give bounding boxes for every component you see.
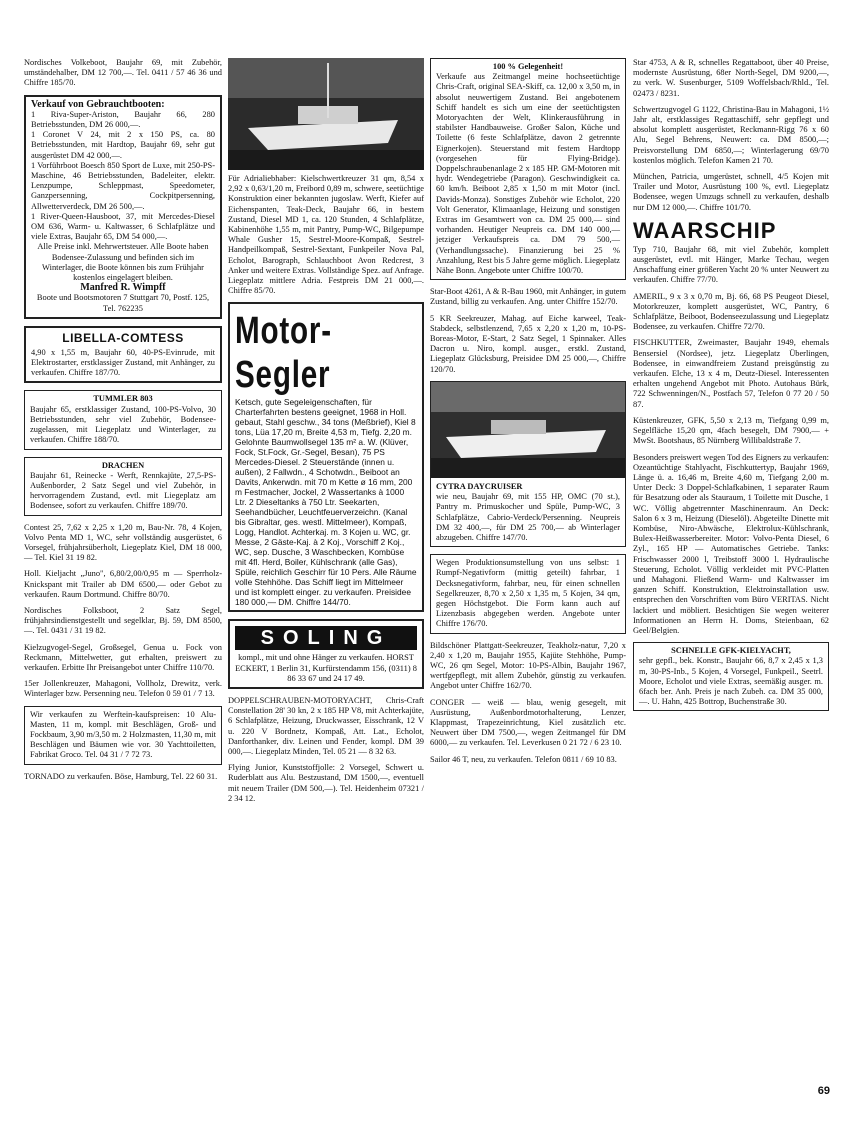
soling-text: kompl., mit und ohne Hänger zu verkaufen. HORST ECKERT, 1 Berlin 31, Kurfürstendamm 156, (0311) 8 86 33 67 und 24 17 49. bbox=[235, 653, 417, 683]
ad-box-tummler bbox=[24, 390, 222, 449]
gfk-title: SCHNELLE GFK-KIELYACHT, bbox=[671, 646, 791, 656]
column-4 bbox=[633, 58, 829, 718]
column-1 bbox=[24, 58, 222, 788]
ad-ameril: AMERIL, 9 x 3 x 0,70 m, Bj. 66, 68 PS Peugeot Diesel, Motorkreuzer, komplett ausgerüstet, WC, Pantry, 6 Schlafplätze, Beiboot, Bodenseezulassung und Liegeplatz Bodensee, zu verkaufen. Chiffre 72/70. bbox=[633, 291, 829, 332]
ad-kielzugvogel: Kielzugvogel-Segel, Großsegel, Genua u. Fock von Reckmann, Mittelwetter, gut erhalten, preiswert zu verkaufen. Erbitte Ihr Preisangebot unter Chiffre 110/70. bbox=[24, 642, 222, 672]
box-item: 1 River-Queen-Hausboot, 37, mit Mercedes-Diesel OM 636, Warm- u. Kaltwasser, 6 Schlafplätze und viele Extras, Baujahr 65, DM 54 000,—. bbox=[31, 211, 215, 242]
ad-box-gfk bbox=[633, 642, 829, 711]
ad-box-soling bbox=[228, 619, 424, 689]
ad-kr-seekreuzer: 5 KR Seekreuzer, Mahag. auf Eiche karweel, Teak-Stabdeck, selbstlenzend, 7,65 x 2,20 x 1,20 m, 10-PS-Boreas-Motor, E-Start, 2 Satz Segel, 1 Spinnaker. Alles Dacron u. Niro, kompl. ausger., erstkl. Zustand, Liegeplatz Glücksburg, Preisidee DM 25 000,—, Chiffre 120/70. bbox=[430, 313, 626, 374]
tummler-title: TUMMLER 803 bbox=[93, 394, 153, 404]
ad-box-drachen bbox=[24, 457, 222, 516]
ad-box-gebrauchtboote bbox=[24, 95, 222, 319]
drachen-title: DRACHEN bbox=[101, 460, 145, 470]
segler-title: Segler bbox=[235, 354, 331, 397]
ad-waarschip: Typ 710, Baujahr 68, mit viel Zubehör, komplett ausgerüstet, evtl. mit Hänger, Marke Techau, wegen Anschaffung einer größeren Yacht 20 % unter Neuwert zu verkaufen. Chiffre 77/70. bbox=[633, 244, 829, 285]
ad-star: Star 4753, A & R, schnelles Regattaboot, über 40 Preise, modernste Ausrüstung, 68er North-Segel, DM 9200,—, zu verk. W. Susenburger, 5109 Woffelsbach/Rhld., Tel. 02473 / 8231. bbox=[633, 58, 829, 98]
boat-photo-cytra bbox=[431, 382, 625, 478]
libella-title: LIBELLA-COMTESS bbox=[62, 330, 184, 345]
box-name: Manfred R. Wimpff bbox=[80, 282, 166, 294]
box-title: Verkauf von Gebrauchtbooten: bbox=[31, 98, 165, 110]
ad-schwertzugvogel: Schwertzugvogel G 1122, Christina-Bau in Mahagoni, 1½ Jahr alt, erstklassiges Regattaschiff, sehr gepflegt und absolut komplett ausgerüstet, Reckmann-Rigg 76 x 60 Alu, Segel Behrens, Neuwert: ca. DM 8500,—; Preisvorstellung DM 6850,—; Winterlagerung 69/70 kostenlos möglich. Telefon Kamen 21 70. bbox=[633, 104, 829, 165]
ad-plattgatt: Bildschöner Plattgatt-Seekreuzer, Teakholz-natur, 7,20 x 2,40 x 1,20 m, Baujahr 1955, Kajüte Stehhöhe, Pump-WC, 26 qm Segel, Motor: 10-PS-Albin, Baujahr 1967, wertfgepflegt, mit allem Zubehör, günstig zu verkaufen. Angebot unter Chiffre 162/70. bbox=[430, 640, 626, 691]
werft-text: Wir verkaufen zu Werftein-kaufspreisen: 10 Alu-Masten, 11 m, kompl. mit Beschlägen, Groß- und Fockbaum, 3,90 m/3,50 m. 2 Holzmasten, 11,30 m, mit Beschlägen und Bäumen wie vor. 30 Yachttoiletten, Fabrikat Groco. Tel. 04 31 / 7 72 73. bbox=[30, 709, 216, 760]
motor-title: Motor- bbox=[235, 310, 332, 353]
gelegenheit-title: 100 % Gelegenheit! bbox=[492, 62, 564, 71]
ad-jollenkreuzer: 15er Jollenkreuzer, Mahagoni, Vollholz, Drewitz, verk. Winterlager bzw. Persenning neu. Telefon 0 59 01 / 7 13. bbox=[24, 679, 222, 699]
cytra-title: CYTRA DAYCRUISER bbox=[436, 481, 523, 491]
ad-starboot: Star-Boot 4261, A & R-Bau 1960, mit Anhänger, in gutem Zustand, billig zu verkaufen. Ang. unter Chiffre 152/70. bbox=[430, 287, 626, 307]
ad-adria: Für Adrialiebhaber: Kielschwertkreuzer 31 qm, 8,54 x 2,92 x 0,63/1,20 m, Freibord 0,89 m, schwere, seetüchtige Konstruktion einer bekannten jugoslaw. Werft, Kiefer auf Eichenspanten, Teak-Deck, Baujahr 66, in bestem Zustand, Diesel MD 1, ca. 120 Stunden, 4 Schlafplätze, Kabinenhöhe 1,55 m, mit Pantry, Pump-WC, Bilgepumpe Whale Gusher 15, Sestrel-Moore-Kompaß, Sestrel-Handpeilkompaß, Sestrel-Sextant, Funkpeiler Nova Pal, Echolot, Barograph, Schlauchboot Avon Redcrest, 3 Anker und weitere Extras. Vollständige Spez. auf Anfrage. Liegeplatz mittlere Adria. Festpreis DM 21 000,—. Chiffre 85/70. bbox=[228, 174, 424, 296]
produktion-text: Wegen Produktionsumstellung von uns selbst: 1 Rumpf-Negativform (mittig geteilt) fahrbar, 1 Decksnegativform, fahrbar, neu, für einen schnellen Segelkreuzer, 8,70 x 2,50 x 1,35 m, 5 Kojen, 34 qm, gegen Höchstgebot. Die Form kann auch auf Lizenzbasis abgegeben werden. Angebote unter Chiffre 176/70. bbox=[436, 558, 620, 629]
ad-stahlyacht: Besonders preiswert wegen Tod des Eigners zu verkaufen: Ozeantüchtige Stahlyacht, Fischkuttertyp, Baujahr 1969, Länge ü. a. 16,46 m, Breite 4,60 m, Tiefgang 2,00 m. Unter Deck: 3 Doppel-Schlafkabinen, 1 separater Raum für Besatzung oder als Stauraum, 1 Toilette mit Dusche, 1 WC. Völlig abgetrennter Maschinenraum. An Deck: Salon 6 x 3 m, Heizung (Dieselöl). Abgeteilte Dinette mit Kombüse, Niro-Abwäsche, Elektrolux-Kühlschrank, Bulex-Heißwasserbereiter. Motor: Volvo-Penta Diesel, 6 Zyl., 165 HP — Automatisches Getriebe. Tanks: Frischwasser 2000 l, Treibstoff 3000 l. Hydraulische Steuerung, Echolot. Völlig verkleidet mit PVC-Platten und Mahagoni. Fließend Warm- und Kaltwasser im ganzen Schiff. Konstruktion, Elektroinstallation usw. entsprechen den Vorschriften vom Büro VERITAS. Nicht lackiert und möbliert. Besichtigen Sie wegen weiterer Informationen an Herrn H. Doms, Steienbaan, 62 Geel/Belgien. bbox=[633, 452, 829, 635]
gelegenheit-text: Verkaufe aus Zeitmangel meine hochseetüchtige Chris-Craft, original SEA-Skiff, ca. 12,00 x 3,50 m, in absolut neuwertigem Zustand. Bei angebotenem Schiff handelt es sich um eine der seetüchtigsten Motoryachten der Welt, Klinkerausführung in stabilster Handbauweise. Großer Salon, Küche und Toilette (6 feste Schlafplätze, davon 2 getrennte Eignerkojen). Steuerstand mit festem Hardtopp (vorgesehen für Flying-Bridge). Doppelschraubenanlage 2 x 185 HP. GM-Motoren mit hydr. Wendegetriebe (Paragon). Geschwindigkeit ca. 60 km/h. Beiboot 2,85 x 1,50 m mit Motor (incl. Davids-Monza). Sonstiges Zubehör wie Echolot, 220 Volt Generator, Klimaanlage, Heizung und sonstigen Extras im Gesamtwert von ca. DM 25 000,— sind vorhanden. Heutiger Neupreis ca. DM 140 000,— jetziger Verkaufspreis ca. DM 79 500,— (Verhandlungssache). Finanzierung bei 25 % Anzahlung, Rest bis 5 Jahre gerne möglich. Liegeplatz Nähe Bonn. Angebote unter Chiffre 100/70. bbox=[436, 72, 620, 276]
ad-muenchen: München, Patricia, umgerüstet, schnell, 4/5 Kojen mit Trailer und Motor, Ausrüstung 100 %, evtl. Liegeplatz Bodensee, wegen Umzugs schnell zu verkaufen, deshalb nur DM 12 000,—. Chiffre 101/70. bbox=[633, 172, 829, 212]
column-3 bbox=[430, 58, 626, 771]
drachen-text: Baujahr 61, Reinecke - Werft, Rennkajüte, 27,5-PS-Außenborder, 2 Satz Segel und viel Zubehör, in hervorragendem Zustand, evtl. mit Liegeplatz am Bodensee, sofort zu verkaufen. Chiffre 189/70. bbox=[30, 470, 216, 511]
ad-juno: Holl. Kieljacht „Juno", 6,80/2,00/0,95 m — Sperrholz-Knickspant mit Trailer ab DM 6500,— oder Gebot zu verkaufen. Raum Dortmund. Chiffre 80/70. bbox=[24, 569, 222, 599]
libella-text: 4,90 x 1,55 m, Baujahr 60, 40-PS-Evinrude, mit Elektrostarter, erstklassiger Zustand, mit Anhänger, zu verkaufen. Chiffre 187/70. bbox=[31, 347, 215, 378]
ad-box-gelegenheit bbox=[430, 58, 626, 280]
ad-contest: Contest 25, 7,62 x 2,25 x 1,20 m, Bau-Nr. 78, 4 Kojen, Volvo Penta MD 1, WC, sehr vollständig ausgerüstet, 6 Vorsegel, frühjahrsüberholt, Liegeplatz Kiel, DM 18 000,— Tel. Kiel 31 19 82. bbox=[24, 522, 222, 563]
box-address: Boote und Bootsmotoren 7 Stuttgart 70, Postf. 125, Tel. 762235 bbox=[36, 293, 210, 313]
ad-conger: CONGER — weiß — blau, wenig gesegelt, mit Ausrüstung, Außenbordmotorhalterung, Lenzer, Klappmast, Trapezeinrichtung, Kiel zusätzlich etc. Neuwert über DM 7500,—, wegen Zeitmangel für DM 6000,— zu verkaufen. Tel. Leverkusen 0 21 72 / 6 23 10. bbox=[430, 697, 626, 748]
motorsegler-text: Ketsch, gute Segeleigenschaften, für Charterfahrten bestens geeignet, 1968 in Holl. gebaut, Stahl geschw., 34 tons (Meßbrief), Kiel 8 tons, Lüa 17,20 m, Breite 4,53 m, Tiefg. 2,20 m. Gelohnte Baumwollsegel 135 m² a. W. (Klüver, Fock, St.Fock, Gr.-Segel, Besan), 75 PS Mercedes-Diesel. 2 Steuerstände (innen u. außen), 2 Fallwdn., 4 Schotwdn., Beiboot an Davits, Ankerwdn. mit 70 m Kette ø 16 mm, 200 m Festmacher, Jockel, 2 Wassertanks à 1000 Ltr. 2 Dieseltanks à 750 Ltr. Seekarten, Seehandbücher, Leuchtfeuerverzeichn. (Kanal bis Gibraltar, ges. westl. Mittelmeer), Kompaß, Logg, Handlot. Achterkaj. m. 3 Kojen u. WC, gr. Messe, 2 Gäste-Kaj. à 2 Koj., Vorschiff 2 Koj., WC, sep. Dusche, 3 Waschbecken, Kombüse mit 4fl. Herd, Boiler, Kühlschrank (alle Gas), Spüle, reichlich Geschirr für 10 Pers. Alle Räume volle Stehhöhe. Das Schiff liegt im Mittelmeer und ist komplett einger. zu verkaufen. Preisidee 180 000,— DM. Chiffre 144/70. bbox=[235, 397, 417, 608]
ad-box-cytra bbox=[430, 381, 626, 547]
ad-box-motorsegler bbox=[228, 302, 424, 612]
page-number: 69 bbox=[817, 1085, 830, 1097]
waarschip-title: WAARSCHIP bbox=[633, 217, 777, 243]
ad-box-libella bbox=[24, 326, 222, 384]
soling-title: SOLING bbox=[235, 626, 417, 650]
boat-photo-adria bbox=[228, 58, 424, 170]
cytra-text: wie neu, Baujahr 69, mit 155 HP, OMC (70 st.), Pantry m. Primuskocher und Spüle, Pump-WC, 3 Schlafplätze, Cabrio-Verdeck/Persenning. Neupreis DM 32 400,—, für DM 25 700,— ab Winterlager abzugeben. Chiffre 147/70. bbox=[436, 492, 620, 542]
gfk-text: sehr gepfl., bek. Konstr., Baujahr 66, 8,7 x 2,45 x 1,3 m, 30-PS-Inb., 5 Kojen, 4 Vorsegel, Funkpeil., Seetrl. Moore, Echolot und viele Extras, seemäßig ausger. m. 6fach ber. Anh. Preis je nach Zubeh. ca. DM 35 000,—. U. Hahn, 425 Bottrop, Buchenstraße 30. bbox=[639, 656, 823, 707]
ad-fischkutter: FISCHKUTTER, Zweimaster, Baujahr 1949, ehemals Bensersiel (Nordsee), jetz. Liegeplatz Überlingen, Bodensee, in einwandfreiem Zustand preisgünstig zu verkaufen. Elche, 13 x 4 m, Deutz-Diesel. Interessenten erhalten ungehend Angebot mit Photo. Autohaus Bürk, 722 Schwenningen/N., Postfach 57, Telefon 0 77 20 / 50 87. bbox=[633, 338, 829, 409]
box-item: 1 Riva-Super-Ariston, Baujahr 66, 280 Betriebsstunden, DM 26 000,—. bbox=[31, 109, 215, 130]
boat-image bbox=[431, 382, 625, 478]
ad-sailor: Sailor 46 T, neu, zu verkaufen. Telefon 0811 / 69 10 83. bbox=[430, 754, 617, 764]
boat-image bbox=[228, 58, 424, 170]
ad-box-werft bbox=[24, 706, 222, 765]
box-note: Alle Preise inkl. Mehrwertsteuer. Alle Boote haben Bodensee-Zulassung und befinden sich im Winterlager, die Boote können bis zum Frühjahr kostenlos eingelagert bleiben. bbox=[37, 242, 209, 283]
ad-doppelschrauben: DOPPELSCHRAUBEN-MOTORYACHT, Chris-Craft Constellation 28' 30 kn, 2 x 185 HP V8, mit Achterkajüte, 6 Schlafplätze, Heizung, Druckwasser, Eisschrank, 12 V u. 220 V Bordnetz, Kompaß, Att. Lat., Echolot, Danforthanker, div. Leinen und Fender, kompl. DM 39 000,—. Liegeplatz Minden, Tel. 05 21 — 8 32 63. bbox=[228, 696, 424, 757]
tummler-text: Baujahr 65, erstklassiger Zustand, 100-PS-Volvo, 30 Betriebsstunden, sehr viel Zubehör, Bodensee-zugelassen, mit Liegeplatz und Winterlager, zu verkaufen. Chiffre 188/70. bbox=[30, 404, 216, 445]
ad-tornado: TORNADO zu verkaufen. Böse, Hamburg, Tel. 22 60 31. bbox=[24, 771, 218, 781]
ad-kuestenkreuzer: Küstenkreuzer, GFK, 5,50 x 2,13 m, Tiefgang 0,99 m, Segelfläche 15,20 qm, 4fach besegelt, DM 7900,— + MwSt. Bootshaus, 85 Nürnberg Willibaldstraße 7. bbox=[633, 415, 829, 446]
box-item: 1 Coronet V 24, mit 2 x 150 PS, ca. 80 Betriebsstunden, mit Hardtop, Baujahr 69, sehr gut ausgerüstet DM 42 000,—. bbox=[31, 130, 215, 160]
ad-box-produktion bbox=[430, 554, 626, 633]
ad-nordisches-volkeboot: Nordisches Volkeboot, Baujahr 69, mit Zubehör, umständehalber, DM 12 700,—. Tel. 0411 / 57 46 36 und Chiffre 185/70. bbox=[24, 58, 222, 88]
ad-folkboot: Nordisches Folksboot, 2 Satz Segel, frühjahrsindienstgestellt und segelklar, Bj. 59, DM 8500,—. Tel. 0431 / 31 19 82. bbox=[24, 605, 222, 636]
column-2 bbox=[228, 58, 424, 810]
box-item: 1 Vorführboot Boesch 850 Sport de Luxe, mit 250-PS-Maschine, 46 Betriebsstunden, Badeleiter, elektr. Lenzpumpe, Schleppmast, Speedometer, Ganzpersenning, Cockpitpersenning, Allwetterverdeck, DM 26 500,—. bbox=[31, 160, 215, 211]
ad-flying-junior: Flying Junior, Kunststoffjolle: 2 Vorsegel, Schwert u. Ruderblatt aus Alu. Bestzustand, DM 1500,—, eventuell mit neuem Trailer (DM 500,—). Tel. Heidenheim 07321 / 2 34 12. bbox=[228, 763, 424, 803]
